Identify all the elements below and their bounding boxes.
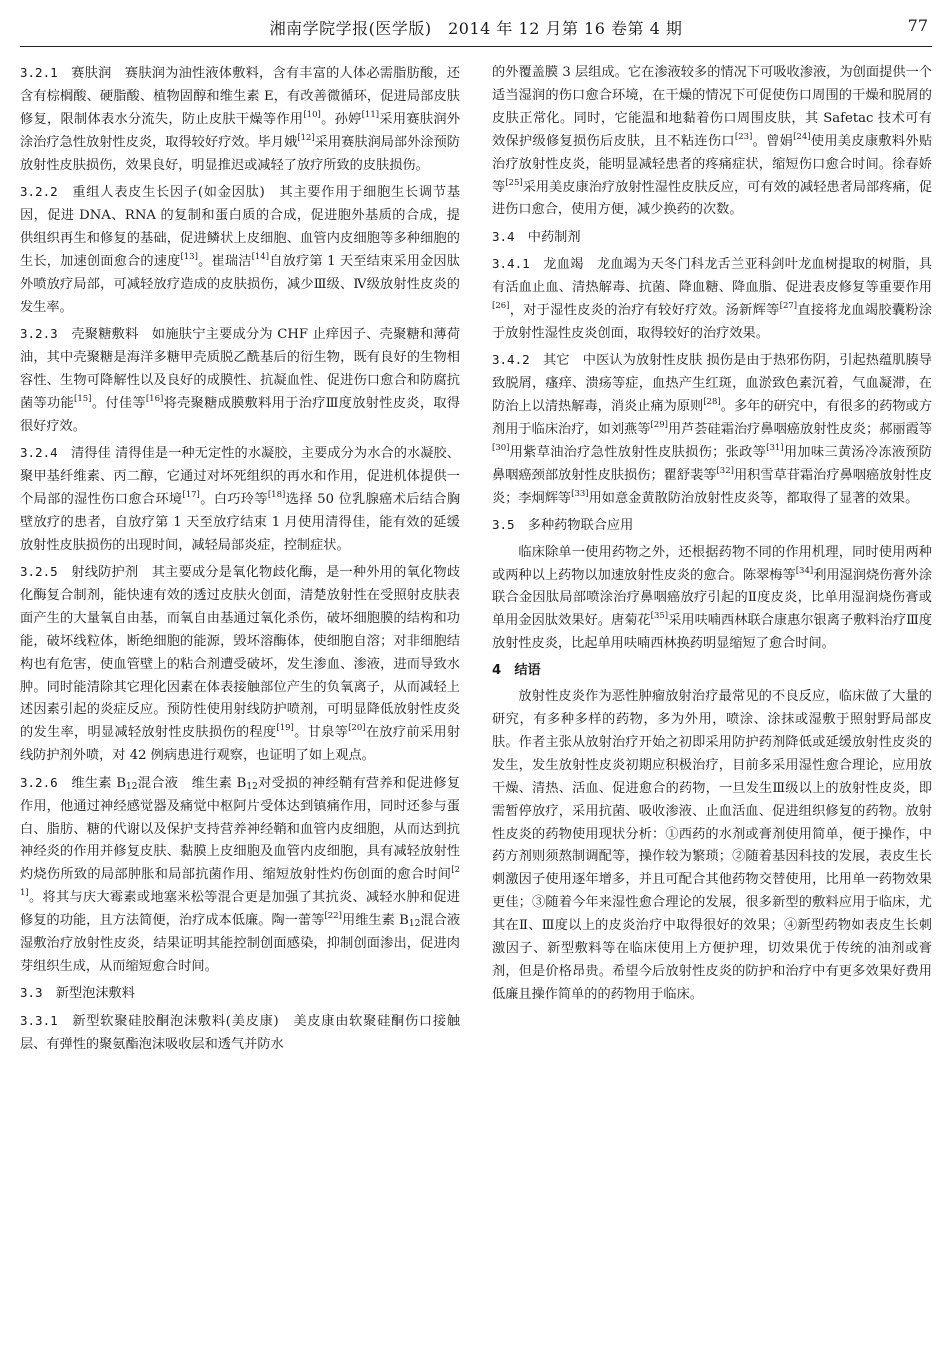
citation: [21] [20, 865, 460, 899]
section-number: 3.4.2 [492, 352, 530, 368]
citation: [33] [571, 488, 589, 499]
section-number: 3.3.1 [20, 1012, 58, 1028]
body-text: 赛肤润 赛肤润为油性液体敷料，含有丰富的人体必需脂肪酸，还含有棕榈酸、硬脂酸、植物固醇和维生素 E，有改善微循环，促进局部皮肤修复，限制体表水分流失，防止皮肤干燥等作用 [20, 66, 461, 127]
running-header [20, 10, 932, 47]
body-text: 采用赛肤润局部外涂预防放射性皮肤损伤，效果良好，明显推迟或减轻了放疗所致的皮肤损伤。 [20, 134, 460, 173]
section-number: 3.5 [492, 517, 515, 533]
right-column [492, 62, 932, 1010]
body-text: 其它 中医认为放射性皮肤 损伤是由于热邪伤阴，引起热蕴肌腠导致脱屑，瘙痒、溃疡等症，血热产生红斑，血淤致色素沉着，气血凝滞，在防治上以清热解毒，消炎止痛为原则 [492, 353, 932, 415]
body-text: 将壳聚糖成膜敷料用于治疗Ⅲ度放射性皮炎，取得很好疗效。 [20, 395, 461, 434]
citation: [16] [145, 393, 164, 404]
paragraph-3-5 [492, 542, 932, 657]
citation: [29] [650, 420, 668, 431]
body-text: 。多年的研究中，有很多的药物或方剂用于临床治疗，如刘燕等 [492, 399, 933, 438]
body-text: 维生素 B [71, 775, 127, 791]
citation: [23] [734, 131, 753, 142]
left-column [20, 62, 460, 1060]
citation: [30] [492, 443, 510, 453]
page-number: 77 [907, 16, 928, 35]
body-text: 。崔瑞洁 [197, 253, 252, 269]
section-3-2-4 [20, 442, 460, 558]
citation: [17] [182, 489, 200, 500]
citation: [34] [795, 565, 814, 576]
body-text: 射线防护剂 其主要成分是氧化物歧化酶，是一种外用的氧化物歧化酶复合制剂，能快速有效的透过皮肤火创面，清楚放射性在受照射皮肤表面产生的大量氧自由基，而氧自由基通过氧化杀伤，破坏细胞膜的结构和功能，破坏线粒体，断绝细胞的能源，毁坏溶酶体，使细胞自溶；对非细胞结构也有危害，使血管壁上的粘合剂遭受破坏，发生渗血、渗液，进而导致水肿。同时能清除其它理化因素在体表接触部位产生的负氧离子，从而减轻上述因素引起的炎症反应。预防性使用射线防护喷剂，可明显降低放射性皮炎的发生率，明显减轻放射性皮肤损伤的程度 [20, 565, 461, 741]
section-number: 3.2.3 [20, 325, 58, 341]
body-text: 自放疗第 1 天至结束采用金因肽外喷放疗局部，可减轻放疗造成的皮肤损伤，减少Ⅲ级、Ⅳ级放射性皮炎的发生率。 [20, 253, 460, 315]
section-3-3-1-continued [492, 62, 932, 222]
citation: [27] [779, 301, 798, 312]
citation: [15] [74, 393, 92, 404]
citation: [10] [303, 109, 321, 120]
section-number: 3.3 [20, 985, 43, 1001]
body-text: 。甘泉等 [293, 725, 349, 741]
section-3-2-1 [20, 62, 460, 178]
subscript: 12 [246, 781, 258, 792]
section-number: 3.2.5 [20, 564, 58, 580]
body-text: 龙血竭 龙血竭为天冬门科龙舌兰亚科剑叶龙血树提取的树脂，具有活血止血、清热解毒、抗菌、降血糖、降血脂、促进表皮修复等重要作用 [492, 257, 933, 296]
citation: [20] [348, 723, 366, 734]
subscript: 12 [408, 919, 421, 930]
section-3-2-5 [20, 561, 460, 768]
body-text: 重组人表皮生长因子(如金因肽) 其主要作用于细胞生长调节基因，促进 DNA、RNA 的复制和蛋白质的合成，促进胞外基质的合成，提供组织再生和修复的基础，促进鳞状上皮细胞、血管内皮细胞等多种细胞的生长，加速创面愈合的速度 [20, 185, 461, 269]
section-number: 4 [492, 662, 502, 678]
section-number: 3.2.4 [20, 445, 58, 460]
body-text: 用紫草油治疗急性放射性皮肤损伤；张政等 [509, 445, 767, 460]
citation: [13] [180, 251, 198, 262]
body-text: 。付佳等 [91, 395, 146, 411]
section-number: 3.2.2 [20, 184, 58, 200]
body-text: 临床除单一使用药物之外，还根据药物不同的作用机理，同时使用两种或两种以上药物以加速放射性皮炎的愈合。陈翠梅等 [492, 544, 932, 583]
citation: [12] [297, 132, 315, 143]
citation: [32] [716, 465, 734, 476]
section-3-2-3 [20, 323, 460, 439]
heading-text: 多种药物联合应用 [527, 518, 634, 534]
heading-text: 新型泡沫敷料 [55, 986, 135, 1002]
citation: [35] [650, 611, 669, 622]
citation: [14] [251, 251, 270, 262]
section-number: 3.2.1 [20, 65, 58, 80]
citation: [31] [766, 443, 784, 453]
body-text: 用加味三黄汤冷冻液预防鼻咽癌颈部放射性皮肤损伤；瞿舒裴等 [492, 445, 932, 483]
body-text: 。将其与庆大霉素或地塞米松等混合更是加强了其抗炎、减轻水肿和促进修复的功能，且方法简便，治疗成本低廉。陶一蕾等 [20, 890, 460, 929]
citation: [19] [276, 723, 294, 734]
body-text: 混合液湿敷治疗放射性皮炎，结果证明其能控制创面感染，抑制创面渗出，促进肉芽组织生成，从而缩短愈合时间。 [20, 913, 461, 974]
citation: [28] [703, 397, 721, 408]
body-text: 清得佳 清得佳是一种无定性的水凝胶，主要成分为水合的水凝胶、聚甲基纤维素、丙二醇，它通过对坏死组织的再水和作用，促进机体提供一个局部的湿性伤口愈合环境 [20, 446, 460, 507]
section-number: 3.4 [492, 228, 515, 244]
heading-3-3 [20, 982, 460, 1006]
body-text: 直接将龙血竭胶囊粉涂于放射性湿性皮炎创面，取得较好的治疗效果。 [492, 303, 933, 341]
section-number: 3.4.1 [492, 256, 530, 272]
journal-title: 湘南学院学报(医学版) 2014 年 12 月第 16 卷第 4 期 [269, 19, 683, 38]
body-text: 采用赛肤润外涂治疗急性放射性皮炎，取得较好疗效。毕月娥 [20, 111, 461, 150]
body-text: 的外覆盖膜 3 层组成。它在渗液较多的情况下可吸收渗液，为创面提供一个适当湿润的伤口愈合环境，在干燥的情况下可促使伤口周围的干燥和脱屑的皮肤正常化。同时，它能温和地黏着伤口周围皮肤，其 Safetac 技术可有效保护级修复损伤后皮肤，且不粘连伤口 [492, 65, 932, 149]
body-text: ，对于湿性皮炎的治疗有较好疗效。汤新辉等 [509, 303, 780, 319]
section-3-3-1 [20, 1010, 460, 1057]
body-text: 用如意金黄散防治放射性皮炎等，都取得了显著的效果。 [588, 490, 919, 506]
paragraph-conclusion: 放射性皮炎作为恶性肿瘤放射治疗最常见的不良反应，临床做了大量的研究，有多种多样的药物，多为外用，喷涂、涂抹或湿敷于照射野局部皮肤。作者主张从放射治疗开始之初即采用防护药剂降低或延缓放射性皮炎的发生，发生放射性皮炎初期应积极治疗，目前多采用湿性愈合理论，应用放干燥、清热、活血、促进愈合的药物，一旦发生Ⅲ级以上的放射性皮炎，即需暂停放疗，采用抗菌、吸收渗液、止血活血、促进组织修复的药物。放射性皮炎的药物使用现状分析：①西药的水剂或膏剂使用简单，便于操作，中药方剂则须熬制调配等，操作较为繁琐；②随着基因科技的发展，表皮生长刺激因子使用逐年增多，并且可配合其他药物交替使用，比用单一药物效果更佳；③随着今年来湿性愈合理论的发展，很多新型的敷料应用于临床，尤其在Ⅱ、Ⅲ度以上的皮炎治疗中取得很好的效果；④新型药物如表皮生长刺激因子、新型敷料等在临床使用上方便护理，切效果优于传统的油剂或膏剂，但是价格昂贵。希望今后放射性皮炎的防护和治疗中有更多效果好费用低廉且操作简单的的药物用于临床。 [492, 689, 932, 1002]
citation: [24] [793, 131, 811, 142]
body-text: 用芦荟硅霜治疗鼻咽癌放射性皮炎；郝丽霞等 [667, 422, 933, 438]
body-text: 混合液 维生素 B [137, 775, 247, 791]
body-text: 采用美皮康治疗放射性湿性皮肤反应，可有效的减轻患者局部疼痛，促进伤口愈合，使用方便，减少换药的次数。 [492, 179, 933, 218]
heading-text: 中药制剂 [527, 229, 581, 245]
body-text: 。白巧玲等 [199, 491, 268, 507]
citation: [11] [361, 109, 380, 120]
heading-3-4 [492, 226, 932, 250]
heading-text: 结语 [514, 662, 541, 678]
section-3-4-1 [492, 253, 932, 346]
body-text: 新型软聚硅胶酮泡沫敷料(美皮康) 美皮康由软聚硅酮伤口接触层、有弹性的聚氨酯泡沫吸收层和透气并防水 [20, 1013, 461, 1052]
citation: [22] [324, 911, 342, 922]
section-3-4-2 [492, 349, 932, 510]
citation: [18] [267, 489, 286, 500]
body-text: 。孙婷 [320, 111, 362, 127]
section-3-2-6 [20, 772, 460, 979]
subscript: 12 [126, 781, 138, 792]
body-text: 在放疗前采用射线防护剂外喷，对 42 例病患进行观察，也证明了如上观点。 [20, 725, 461, 764]
body-text: 采用呋喃西林联合康惠尔银离子敷料治疗Ⅲ度放射性皮炎，比起单用呋喃西林换药明显缩短了愈合时间。 [492, 613, 933, 652]
body-text: 壳聚糖敷料 如施肤宁主要成分为 CHF 止痒因子、壳聚糖和薄荷油，其中壳聚糖是海洋多糖甲壳质脱乙酰基后的衍生物，既有良好的生物相容性、生物可降解性以及良好的成膜性、抗凝血性、促进伤口愈合和防腐抗菌等功能 [20, 326, 461, 411]
section-number: 3.2.6 [20, 774, 58, 790]
body-text: 选择 50 位乳腺癌术后结合胸壁放疗的患者，自放疗第 1 天至放疗结束 1 月使用清得佳，能有效的延缓放射性皮肤损伤的出现时间，减轻局部炎症，控制症状。 [20, 491, 461, 553]
citation: [25] [505, 177, 523, 188]
body-text: 使用美皮康敷料外贴治疗放射性皮炎，能明显减轻患者的疼痛症状，缩短伤口愈合时间。徐春娇等 [492, 133, 933, 195]
body-text: 用积雪草苷霜治疗鼻咽癌放射性皮炎；李炯辉等 [492, 467, 933, 506]
heading-4 [492, 660, 932, 683]
citation: [26] [492, 301, 510, 312]
body-text: 用维生素 B [341, 913, 409, 929]
body-text: 对受损的神经鞘有营养和促进修复作用，他通过神经感觉器及痛觉中枢阿片受体达到镇痛作用，同时还参与蛋白、脂肪、糖的代谢以及保护支持营养神经鞘和血管内皮细胞，从而达到抗神经炎的作用并修复皮肤、黏膜上皮细胞及血管内皮细胞，具有减轻放射性灼烧伤所致的局部肿胀和局部抗菌作用、缩短放射性灼伤创面的愈合时间 [20, 775, 461, 883]
section-3-2-2 [20, 181, 460, 319]
heading-3-5 [492, 514, 932, 538]
body-text: 。曾娟 [752, 133, 794, 149]
body-text: 利用湿润烧伤膏外涂联合金因肽局部喷涂治疗鼻咽癌放疗引起的Ⅱ度皮炎，比单用湿润烧伤膏或单用金因肽效果好。唐菊花 [492, 567, 933, 629]
